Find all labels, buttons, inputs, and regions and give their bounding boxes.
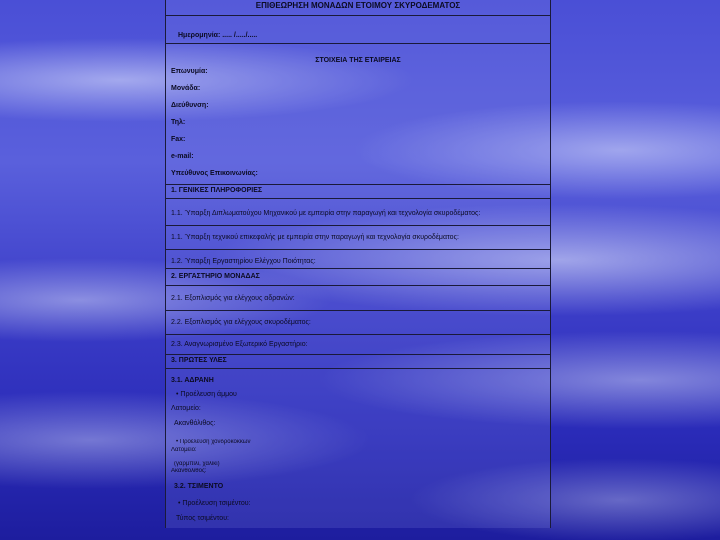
coarse-origin: • Προέλευση χονδρόκοκκων — [176, 439, 251, 445]
cement-type: Τύπος τσιμέντου: — [176, 515, 229, 522]
field-fax: Fax: — [171, 136, 186, 143]
field-company-name: Επωνυμία: — [171, 68, 208, 75]
sand-quarry: Λατομείο: — [171, 405, 201, 412]
section2-item-2: 2.2. Εξοπλισμός για ελέγχους σκυροδέματος: — [166, 318, 550, 335]
section1-heading: 1. ΓΕΝΙΚΕΣ ΠΛΗΡΟΦΟΡΙΕΣ — [166, 186, 550, 199]
section1-item-1: 1.1. Ύπαρξη Διπλωματούχου Μηχανικού με εμπειρία στην παραγωγή και τεχνολογία σκυροδέματος: — [166, 209, 550, 226]
field-unit: Μονάδα: — [171, 85, 201, 92]
cement-heading: 3.2. ΤΣΙΜΕΝΤΟ — [174, 483, 224, 490]
inspection-form — [165, 0, 551, 528]
coarse-flint: Ακανθόλιθος: — [171, 468, 207, 474]
coarse-gravel: (γαρμπίλι, χαλίκι) — [174, 461, 220, 467]
company-heading: ΣΤΟΙΧΕΙΑ ΤΗΣ ΕΤΑΙΡΕΙΑΣ — [315, 57, 401, 64]
section1-item-2: 1.1. Ύπαρξη τεχνικού επικεφαλής με εμπειρία στην παραγωγή και τεχνολογία σκυροδέματος: — [166, 233, 550, 250]
section2-item-3: 2.3. Αναγνωρισμένο Εξωτερικό Εργαστήριο: — [166, 340, 550, 355]
field-email: e-mail: — [171, 153, 194, 160]
aggregates-heading: 3.1. ΑΔΡΑΝΗ — [171, 377, 214, 384]
sand-origin: • Προέλευση άμμου — [176, 391, 237, 398]
field-address: Διεύθυνση: — [171, 102, 209, 109]
section2-heading: 2. ΕΡΓΑΣΤΗΡΙΟ ΜΟΝΑΔΑΣ — [166, 272, 550, 286]
field-phone: Τηλ: — [171, 119, 186, 126]
cement-origin: • Προέλευση τσιμέντου: — [178, 500, 251, 507]
section1-item-3: 1.2. Ύπαρξη Εργαστηρίου Ελέγχου Ποιότητας: — [166, 257, 550, 269]
sand-flint: Ακανθόλιθος: — [174, 420, 216, 427]
form-title: ΕΠΙΘΕΩΡΗΣΗ ΜΟΝΑΔΩΝ ΕΤΟΙΜΟΥ ΣΚΥΡΟΔΕΜΑΤΟΣ — [166, 0, 550, 16]
date-field: Ημερομηνία: ..... /...../..... — [166, 15, 550, 44]
section2-item-1: 2.1. Εξοπλισμός για ελέγχους αδρανών: — [166, 294, 550, 311]
coarse-quarry: Λατομείο: — [171, 447, 197, 453]
field-contact-person: Υπεύθυνος Επικοινωνίας: — [166, 169, 550, 185]
section3-heading: 3. ΠΡΩΤΕΣ ΥΛΕΣ — [166, 356, 550, 369]
